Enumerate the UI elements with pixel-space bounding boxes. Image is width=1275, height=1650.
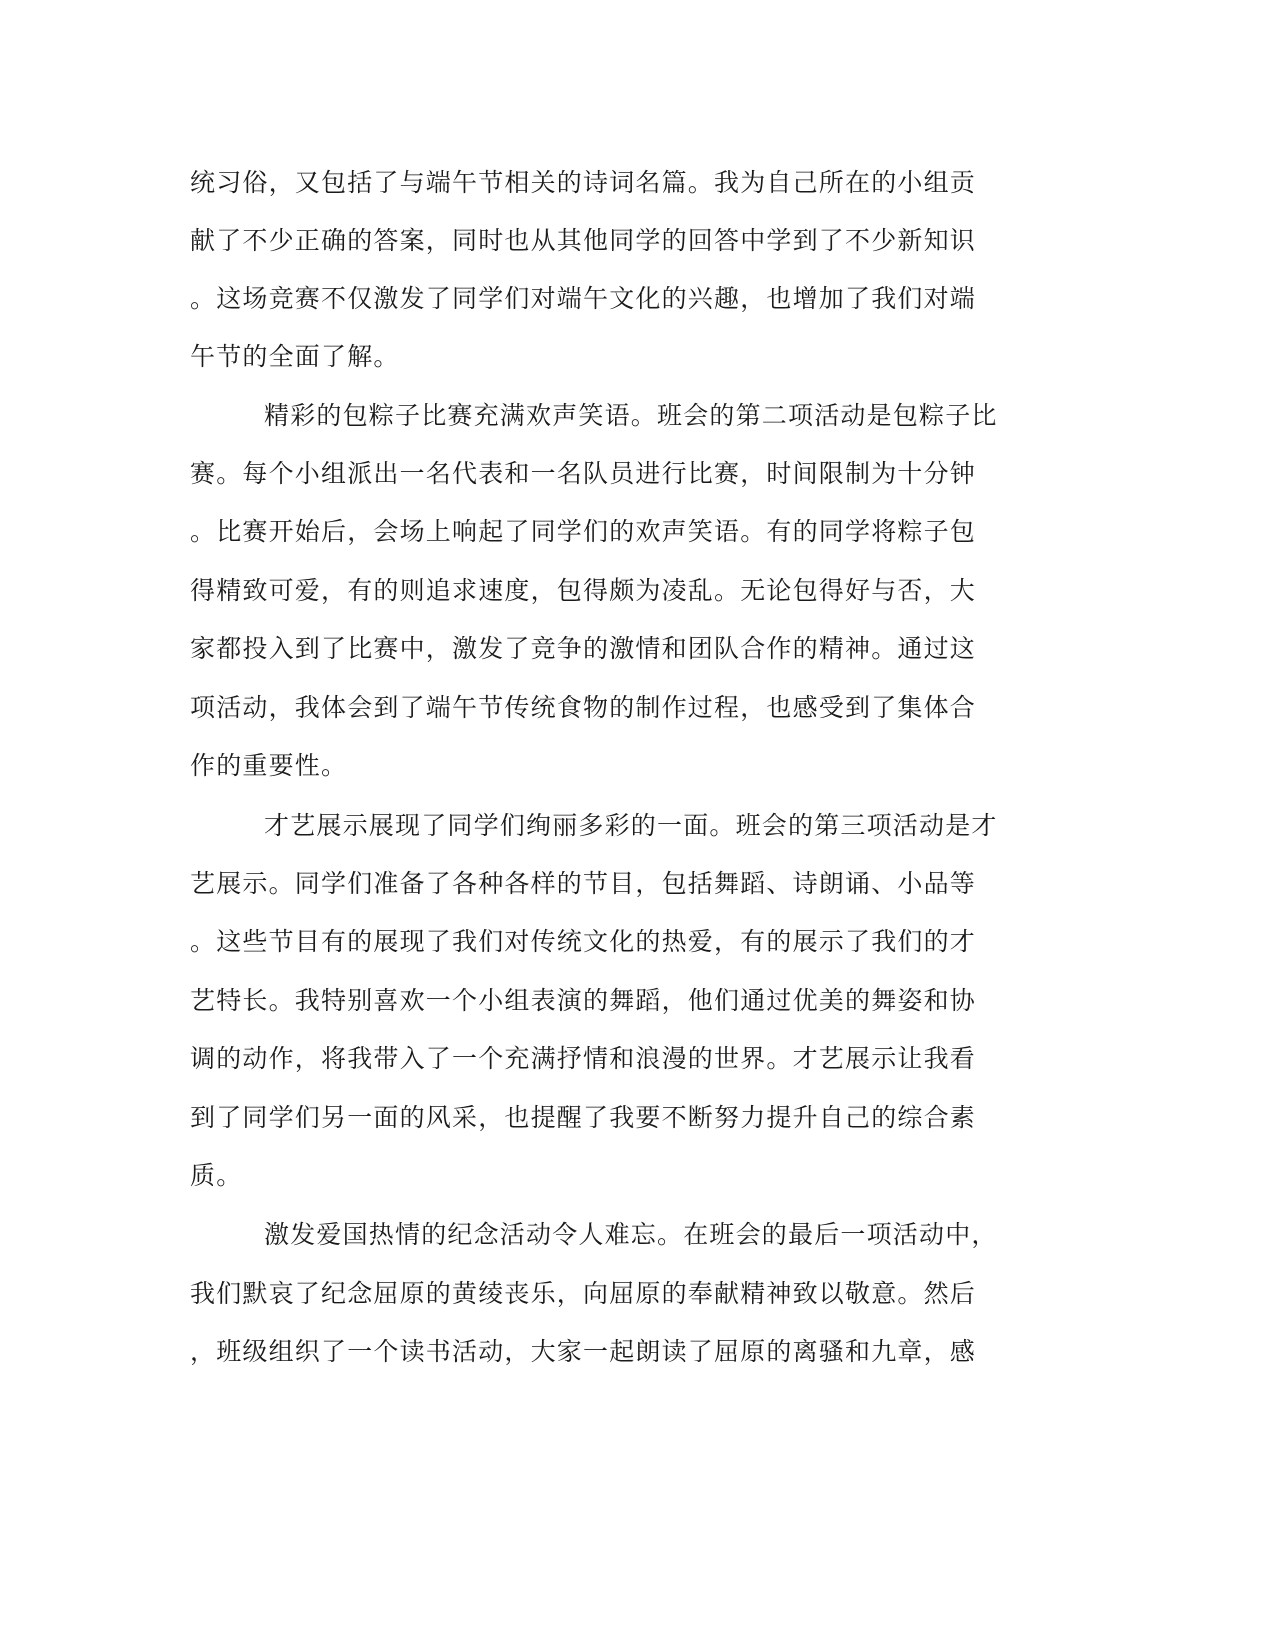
text-line: ，班级组织了一个读书活动，大家一起朗读了屈原的离骚和九章，感 bbox=[190, 1337, 977, 1366]
text-line: 作的重要性。 bbox=[190, 751, 348, 780]
text-line: 我们默哀了纪念屈原的黄绫丧乐，向屈原的奉献精神致以敬意。然后 bbox=[190, 1279, 977, 1308]
paragraph-first-line: 激发爱国热情的纪念活动令人难忘。在班会的最后一项活动中， bbox=[264, 1220, 998, 1249]
text-line: 午节的全面了解。 bbox=[190, 342, 400, 371]
paragraph-first-line: 精彩的包粽子比赛充满欢声笑语。班会的第二项活动是包粽子比 bbox=[264, 401, 998, 430]
text-line: 。这些节目有的展现了我们对传统文化的热爱，有的展示了我们的才 bbox=[190, 927, 977, 956]
paragraph-first-line: 才艺展示展现了同学们绚丽多彩的一面。班会的第三项活动是才 bbox=[264, 811, 998, 840]
text-line: 得精致可爱，有的则追求速度，包得颇为凌乱。无论包得好与否，大 bbox=[190, 576, 977, 605]
text-line: 到了同学们另一面的风采，也提醒了我要不断努力提升自己的综合素 bbox=[190, 1103, 977, 1132]
text-line: 项活动，我体会到了端午节传统食物的制作过程，也感受到了集体合 bbox=[190, 693, 977, 722]
text-line: 。这场竞赛不仅激发了同学们对端午文化的兴趣，也增加了我们对端 bbox=[190, 284, 977, 313]
text-line: 艺特长。我特别喜欢一个小组表演的舞蹈，他们通过优美的舞姿和协 bbox=[190, 986, 977, 1015]
text-line: 统习俗，又包括了与端午节相关的诗词名篇。我为自己所在的小组贡 bbox=[190, 168, 977, 197]
text-line: 质。 bbox=[190, 1161, 243, 1190]
text-line: 艺展示。同学们准备了各种各样的节目，包括舞蹈、诗朗诵、小品等 bbox=[190, 869, 977, 898]
text-line: 。比赛开始后，会场上响起了同学们的欢声笑语。有的同学将粽子包 bbox=[190, 517, 977, 546]
text-line: 调的动作，将我带入了一个充满抒情和浪漫的世界。才艺展示让我看 bbox=[190, 1044, 977, 1073]
text-line: 献了不少正确的答案，同时也从其他同学的回答中学到了不少新知识 bbox=[190, 226, 977, 255]
text-line: 赛。每个小组派出一名代表和一名队员进行比赛，时间限制为十分钟 bbox=[190, 459, 977, 488]
text-line: 家都投入到了比赛中，激发了竞争的激情和团队合作的精神。通过这 bbox=[190, 634, 977, 663]
